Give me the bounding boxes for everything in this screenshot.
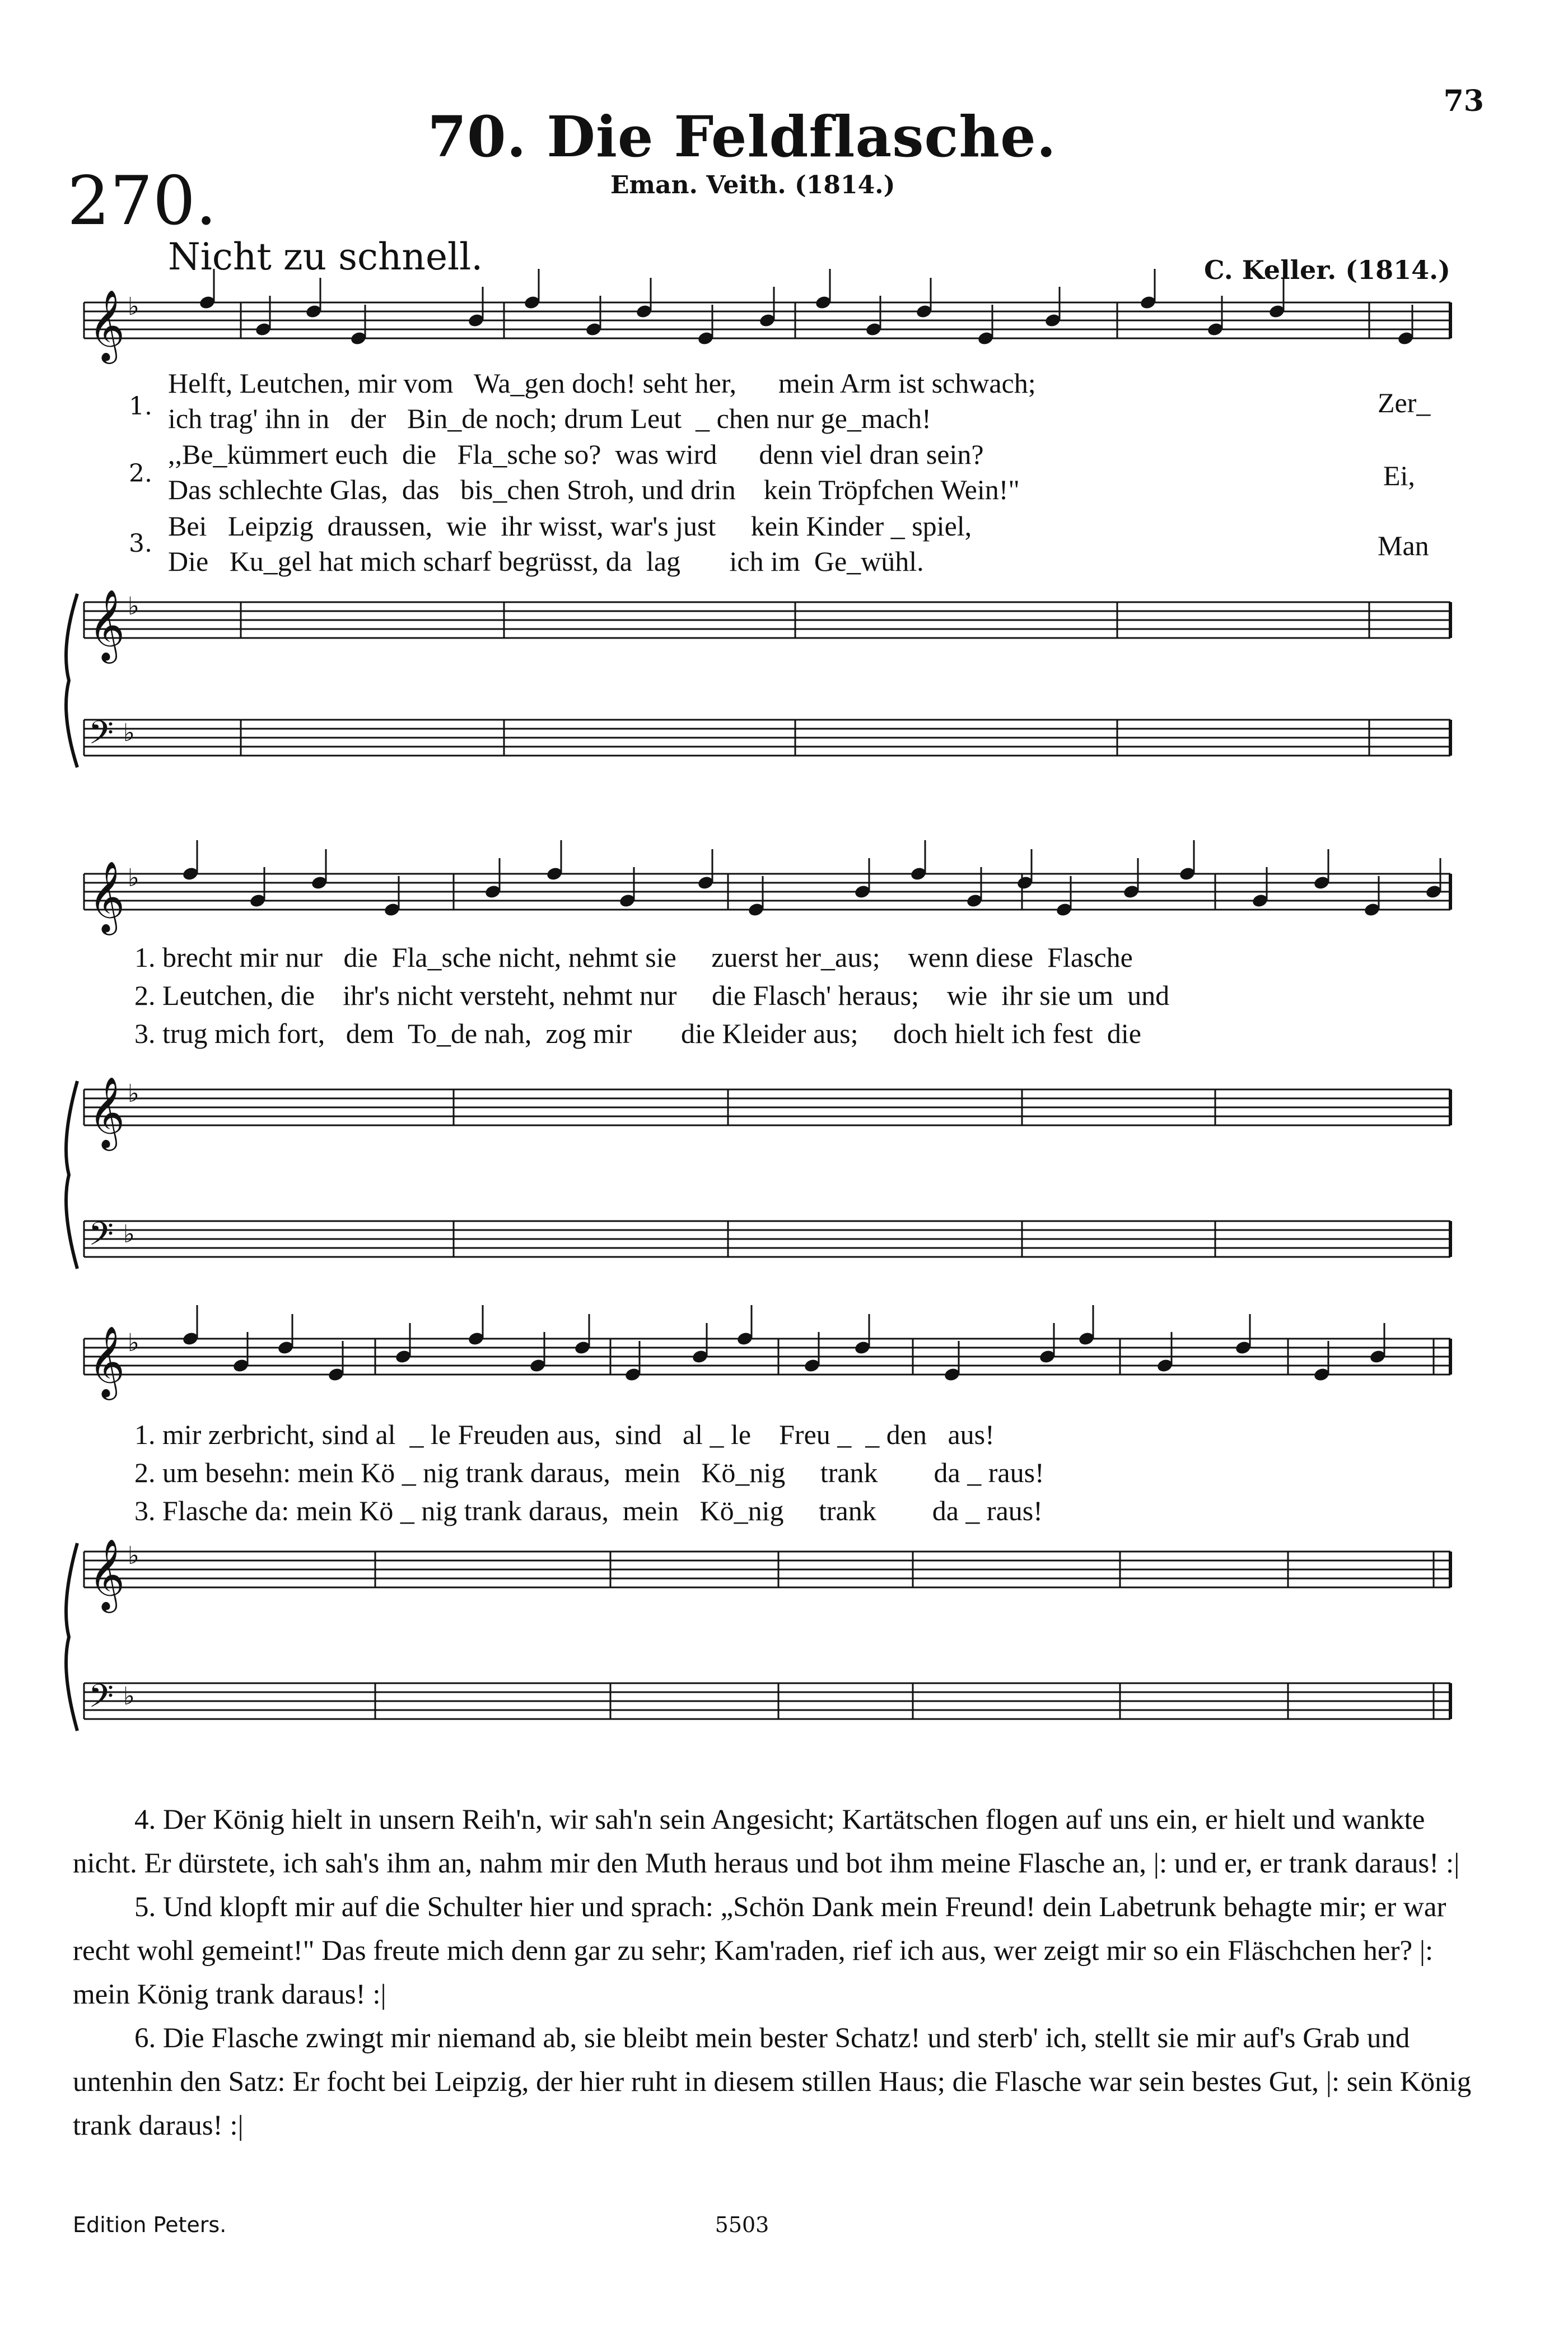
key-signature-flat: ♭ — [123, 1682, 135, 1711]
poet-credit: Eman. Veith. (1814.) — [610, 171, 895, 199]
verse-number-3: 3. — [129, 529, 152, 558]
verse-number-1: 1. — [129, 392, 152, 421]
plate-number: 5503 — [715, 2212, 769, 2237]
lyric-pickup: Man — [1378, 530, 1429, 561]
lyric-line: 3. trug mich fort, dem To_de nah, zog mir die Kleider aus; doch hielt ich fest die — [134, 1018, 1141, 1049]
lyric-line: Bei Leipzig draussen, wie ihr wisst, war's just kein Kinder _ spiel, — [168, 510, 972, 542]
key-signature-flat: ♭ — [128, 1329, 139, 1357]
lyric-pickup: Zer_ — [1378, 387, 1431, 418]
lyric-line: ich trag' ihn in der Bin_de noch; drum Leut _ chen nur ge_mach! — [168, 403, 931, 434]
treble-clef: 𝄞 — [88, 1325, 125, 1397]
composer-credit: C. Keller. (1814.) — [1204, 255, 1450, 285]
key-signature-flat: ♭ — [123, 1220, 135, 1249]
piano-brace — [66, 594, 77, 767]
bass-clef: 𝄢 — [88, 714, 114, 760]
additional-stanzas — [73, 1798, 1473, 2148]
lyric-line: 3. Flasche da: mein Kö _ nig trank daraus, mein Kö_nig trank da _ raus! — [134, 1495, 1043, 1526]
page-number: 73 — [1443, 84, 1484, 118]
lyric-pickup: Ei, — [1383, 460, 1415, 491]
stanza-4: 4. Der König hielt in unsern Reih'n, wir sah'n sein Angesicht; Kartätschen flogen auf uns ein, er hielt und wankte nicht. Er dürstete, ich sah's ihm an, nahm mir den Muth heraus und bot ihm meine Flasche an, |: und er, er trank daraus! :| — [73, 1804, 1460, 1879]
treble-clef: 𝄞 — [88, 589, 125, 660]
key-signature-flat: ♭ — [128, 592, 139, 621]
piano-brace — [66, 1081, 77, 1269]
publisher-footer: Edition Peters. — [73, 2212, 227, 2237]
bass-clef: 𝄢 — [88, 1677, 114, 1723]
lyric-line: 1. brecht mir nur die Fla_sche nicht, nehmt sie zuerst her_aus; wenn diese Flasche — [134, 942, 1133, 973]
piano-brace — [66, 1543, 77, 1731]
treble-clef: 𝄞 — [88, 1076, 125, 1148]
lyric-line: 2. um besehn: mein Kö _ nig trank daraus, mein Kö_nig trank da _ raus! — [134, 1457, 1044, 1488]
tempo-marking: Nicht zu schnell. — [168, 235, 483, 278]
lyric-line: ,,Be_kümmert euch die Fla_sche so? was wird denn viel dran sein? — [168, 439, 984, 470]
lyric-line: 2. Leutchen, die ihr's nicht versteht, nehmt nur die Flasch' heraus; wie ihr sie um und — [134, 980, 1170, 1011]
key-signature-flat: ♭ — [128, 1079, 139, 1108]
key-signature-flat: ♭ — [128, 864, 139, 892]
lyric-line: Das schlechte Glas, das bis_chen Stroh, und drin kein Tröpfchen Wein!" — [168, 474, 1020, 505]
verse-number-2: 2. — [129, 459, 152, 488]
stanza-5: 5. Und klopft mir auf die Schulter hier und sprach: „Schön Dank mein Freund! dein Labetrunk behagte mir; er war recht wohl gemeint!" Das freute mich denn gar zu sehr; Kam'raden, rief ich aus, wer zeigt mir so ein Fläschchen her? |: mein König trank daraus! :| — [73, 1892, 1446, 2010]
stanza-6: 6. Die Flasche zwingt mir niemand ab, sie bleibt mein bester Schatz! und sterb' ich, stellt sie mir auf's Grab und untenhin den Satz: Er focht bei Leipzig, der hier ruht in diesem stillen Haus; die Flasche war sein bestes Gut, |: sein König trank daraus! :| — [73, 2023, 1472, 2141]
key-signature-flat: ♭ — [123, 719, 135, 747]
song-title: 70. Die Feldflasche. — [427, 104, 1057, 170]
lyric-line: Helft, Leutchen, mir vom Wa_gen doch! seht her, mein Arm ist schwach; — [168, 367, 1036, 399]
treble-clef: 𝄞 — [88, 1538, 125, 1610]
lyric-line: 1. mir zerbricht, sind al _ le Freuden aus, sind al _ le Freu _ _ den aus! — [134, 1419, 995, 1450]
key-signature-flat: ♭ — [128, 292, 139, 321]
lyric-line: Die Ku_gel hat mich scharf begrüsst, da lag ich im Ge_wühl. — [168, 546, 924, 577]
bass-clef: 𝄢 — [88, 1215, 114, 1261]
song-number: 270. — [67, 162, 217, 240]
key-signature-flat: ♭ — [128, 1541, 139, 1570]
treble-clef: 𝄞 — [88, 289, 125, 361]
treble-clef: 𝄞 — [88, 860, 125, 932]
